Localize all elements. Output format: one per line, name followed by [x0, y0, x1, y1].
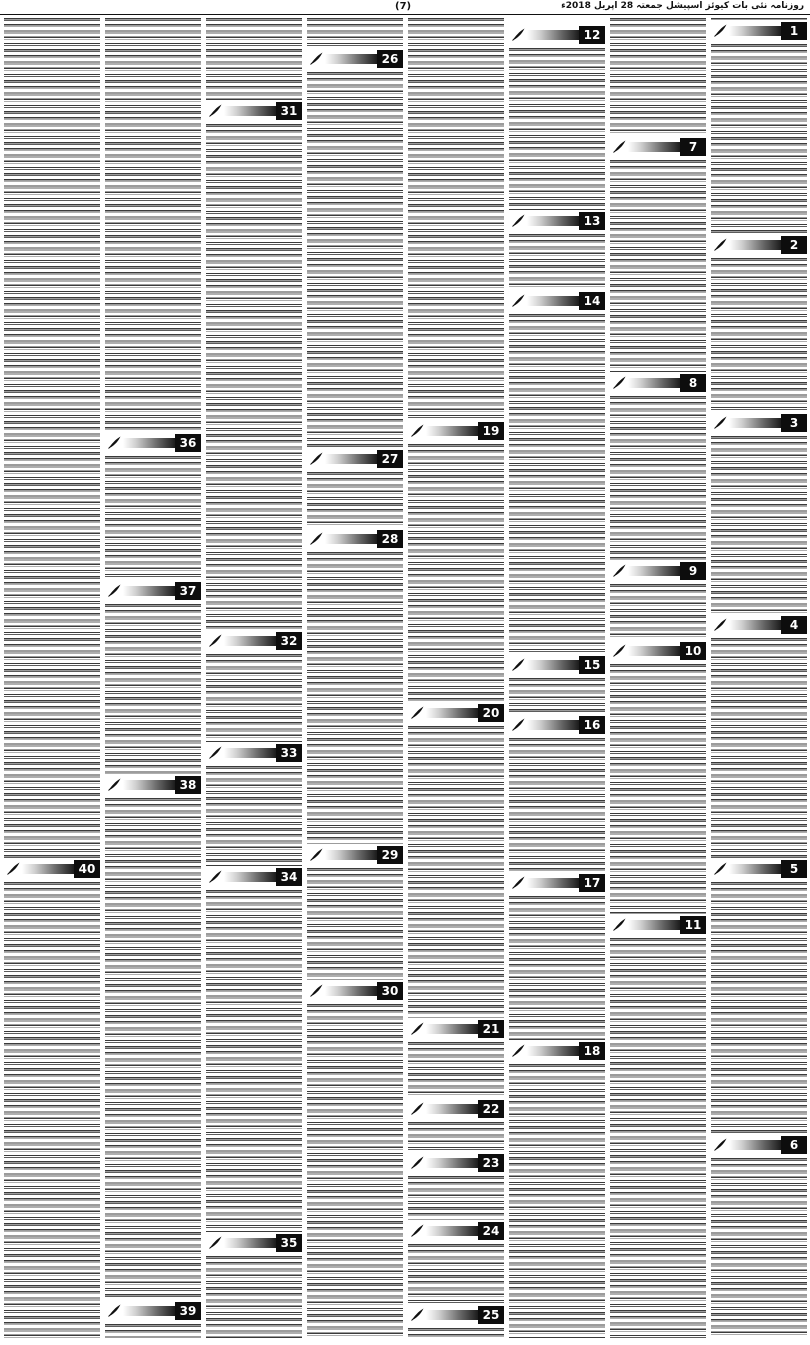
article-text	[206, 890, 302, 1232]
question-header	[408, 704, 504, 722]
column-4	[408, 18, 504, 1340]
question-number: 20	[478, 704, 504, 722]
gradient-bar	[426, 1024, 478, 1034]
question-number: 3	[781, 414, 807, 432]
question-header	[509, 1042, 605, 1060]
question-number: 17	[579, 874, 605, 892]
question-number: 10	[680, 642, 706, 660]
gradient-bar	[527, 30, 579, 40]
quill-pen-icon	[107, 777, 122, 792]
question-number: 30	[377, 982, 403, 1000]
gradient-bar	[426, 1310, 478, 1320]
question-number: 22	[478, 1100, 504, 1118]
column-1	[711, 18, 807, 1340]
question-header	[509, 212, 605, 230]
quill-pen-icon	[511, 875, 526, 890]
question-number: 7	[680, 138, 706, 156]
question-header	[105, 582, 201, 600]
question-header	[610, 374, 706, 392]
question-number: 40	[74, 860, 100, 878]
quill-pen-icon	[713, 617, 728, 632]
question-number: 37	[175, 582, 201, 600]
quill-pen-icon	[309, 531, 324, 546]
question-header	[206, 102, 302, 120]
article-text	[711, 882, 807, 1134]
question-number: 33	[276, 744, 302, 762]
gradient-bar	[729, 240, 781, 250]
article-text	[408, 1176, 504, 1220]
question-header	[408, 1020, 504, 1038]
page-number: (7)	[395, 1, 412, 12]
question-number: 6	[781, 1136, 807, 1154]
quill-pen-icon	[612, 375, 627, 390]
article-text	[509, 234, 605, 290]
quill-pen-icon	[410, 1021, 425, 1036]
question-number: 31	[276, 102, 302, 120]
gradient-bar	[729, 418, 781, 428]
question-number: 35	[276, 1234, 302, 1252]
column-5	[307, 18, 403, 1340]
question-number: 4	[781, 616, 807, 634]
article-text	[105, 1324, 201, 1338]
article-text	[206, 654, 302, 742]
question-number: 36	[175, 434, 201, 452]
gradient-bar	[527, 660, 579, 670]
question-header	[610, 138, 706, 156]
article-text	[711, 44, 807, 234]
quill-pen-icon	[309, 451, 324, 466]
question-header	[206, 1234, 302, 1252]
article-text	[408, 1122, 504, 1152]
article-text	[408, 1244, 504, 1304]
question-header	[307, 50, 403, 68]
gradient-bar	[426, 1104, 478, 1114]
article-text	[105, 18, 201, 432]
article-text	[307, 472, 403, 528]
question-header	[610, 642, 706, 660]
quill-pen-icon	[713, 23, 728, 38]
question-number: 23	[478, 1154, 504, 1172]
article-text	[408, 18, 504, 420]
question-header	[206, 744, 302, 762]
question-number: 15	[579, 656, 605, 674]
article-text	[509, 1064, 605, 1338]
quill-pen-icon	[511, 27, 526, 42]
article-text	[610, 160, 706, 372]
gradient-bar	[123, 1306, 175, 1316]
question-number: 1	[781, 22, 807, 40]
gradient-bar	[426, 426, 478, 436]
article-text	[610, 18, 706, 136]
quill-pen-icon	[309, 983, 324, 998]
article-text	[610, 938, 706, 1338]
article-text	[509, 896, 605, 1040]
quill-pen-icon	[410, 1223, 425, 1238]
question-header	[509, 656, 605, 674]
question-header	[509, 716, 605, 734]
article-text	[307, 868, 403, 980]
article-text	[307, 72, 403, 448]
gradient-bar	[527, 296, 579, 306]
article-text	[610, 664, 706, 914]
page-header	[0, 0, 810, 15]
article-text	[4, 882, 100, 1338]
question-header	[711, 1136, 807, 1154]
question-header	[509, 292, 605, 310]
gradient-bar	[729, 26, 781, 36]
question-number: 18	[579, 1042, 605, 1060]
quill-pen-icon	[410, 1307, 425, 1322]
quill-pen-icon	[208, 633, 223, 648]
article-text	[711, 436, 807, 614]
article-text	[105, 456, 201, 580]
gradient-bar	[22, 864, 74, 874]
gradient-bar	[527, 216, 579, 226]
quill-pen-icon	[612, 563, 627, 578]
question-header	[408, 1100, 504, 1118]
article-text	[509, 678, 605, 714]
gradient-bar	[123, 438, 175, 448]
question-header	[307, 450, 403, 468]
column-6	[206, 18, 302, 1340]
quill-pen-icon	[410, 1101, 425, 1116]
quill-pen-icon	[713, 415, 728, 430]
newspaper-title: روزنامہ نئی بات کیوئز اسپیشل جمعتہ 28 اپریل 2018ء	[561, 1, 804, 11]
question-number: 38	[175, 776, 201, 794]
gradient-bar	[224, 872, 276, 882]
question-header	[509, 874, 605, 892]
article-text	[4, 18, 100, 858]
column-8	[4, 18, 100, 1340]
article-text	[610, 584, 706, 640]
gradient-bar	[729, 1140, 781, 1150]
quill-pen-icon	[713, 237, 728, 252]
quill-pen-icon	[612, 917, 627, 932]
gradient-bar	[325, 986, 377, 996]
article-text	[307, 1004, 403, 1338]
question-header	[711, 22, 807, 40]
article-text	[610, 396, 706, 560]
question-number: 5	[781, 860, 807, 878]
question-header	[105, 434, 201, 452]
article-text	[408, 444, 504, 702]
article-text	[509, 738, 605, 872]
question-number: 2	[781, 236, 807, 254]
gradient-bar	[123, 780, 175, 790]
quill-pen-icon	[309, 51, 324, 66]
article-text	[307, 552, 403, 844]
quill-pen-icon	[208, 745, 223, 760]
quill-pen-icon	[410, 1155, 425, 1170]
question-number: 8	[680, 374, 706, 392]
quill-pen-icon	[612, 139, 627, 154]
gradient-bar	[729, 620, 781, 630]
question-number: 39	[175, 1302, 201, 1320]
question-header	[711, 236, 807, 254]
quill-pen-icon	[107, 435, 122, 450]
column-2	[610, 18, 706, 1340]
question-header	[307, 530, 403, 548]
gradient-bar	[325, 534, 377, 544]
question-header	[711, 616, 807, 634]
quill-pen-icon	[208, 869, 223, 884]
question-header	[509, 26, 605, 44]
article-text	[509, 48, 605, 210]
gradient-bar	[628, 646, 680, 656]
article-text	[206, 18, 302, 100]
question-header	[4, 860, 100, 878]
quill-pen-icon	[410, 423, 425, 438]
gradient-bar	[729, 864, 781, 874]
article-text	[509, 314, 605, 654]
question-number: 28	[377, 530, 403, 548]
question-number: 9	[680, 562, 706, 580]
gradient-bar	[224, 748, 276, 758]
question-header	[408, 422, 504, 440]
question-number: 12	[579, 26, 605, 44]
article-text	[105, 604, 201, 774]
question-number: 19	[478, 422, 504, 440]
quill-pen-icon	[511, 293, 526, 308]
question-number: 24	[478, 1222, 504, 1240]
question-number: 25	[478, 1306, 504, 1324]
quill-pen-icon	[713, 1137, 728, 1152]
quill-pen-icon	[309, 847, 324, 862]
gradient-bar	[426, 708, 478, 718]
question-number: 16	[579, 716, 605, 734]
question-header	[105, 776, 201, 794]
article-text	[408, 726, 504, 1018]
question-number: 26	[377, 50, 403, 68]
question-header	[711, 414, 807, 432]
gradient-bar	[325, 454, 377, 464]
column-3	[509, 18, 605, 1340]
quill-pen-icon	[208, 103, 223, 118]
quill-pen-icon	[713, 861, 728, 876]
gradient-bar	[224, 1238, 276, 1248]
question-number: 29	[377, 846, 403, 864]
question-number: 14	[579, 292, 605, 310]
quill-pen-icon	[6, 861, 21, 876]
question-header	[206, 868, 302, 886]
quill-pen-icon	[511, 717, 526, 732]
article-text	[206, 124, 302, 630]
quill-pen-icon	[107, 583, 122, 598]
question-header	[307, 982, 403, 1000]
gradient-bar	[628, 142, 680, 152]
gradient-bar	[527, 720, 579, 730]
gradient-bar	[224, 636, 276, 646]
quill-pen-icon	[208, 1235, 223, 1250]
question-header	[610, 562, 706, 580]
question-number: 21	[478, 1020, 504, 1038]
quill-pen-icon	[410, 705, 425, 720]
question-header	[408, 1222, 504, 1240]
gradient-bar	[628, 378, 680, 388]
article-text	[307, 18, 403, 48]
gradient-bar	[123, 586, 175, 596]
question-header	[307, 846, 403, 864]
article-text	[711, 638, 807, 858]
article-text	[711, 18, 807, 20]
article-text	[105, 798, 201, 1300]
article-text	[711, 258, 807, 412]
article-text	[408, 1328, 504, 1338]
gradient-bar	[628, 920, 680, 930]
question-header	[711, 860, 807, 878]
gradient-bar	[224, 106, 276, 116]
question-number: 27	[377, 450, 403, 468]
quill-pen-icon	[612, 643, 627, 658]
gradient-bar	[426, 1226, 478, 1236]
quill-pen-icon	[511, 657, 526, 672]
article-text	[206, 766, 302, 866]
question-number: 34	[276, 868, 302, 886]
gradient-bar	[325, 850, 377, 860]
gradient-bar	[325, 54, 377, 64]
question-number: 11	[680, 916, 706, 934]
question-header	[206, 632, 302, 650]
column-7	[105, 18, 201, 1340]
question-header	[408, 1154, 504, 1172]
gradient-bar	[527, 1046, 579, 1056]
question-header	[610, 916, 706, 934]
article-text	[408, 1042, 504, 1098]
question-number: 13	[579, 212, 605, 230]
gradient-bar	[527, 878, 579, 888]
gradient-bar	[426, 1158, 478, 1168]
question-number: 32	[276, 632, 302, 650]
question-header	[408, 1306, 504, 1324]
question-header	[105, 1302, 201, 1320]
article-text	[206, 1256, 302, 1338]
quill-pen-icon	[107, 1303, 122, 1318]
quill-pen-icon	[511, 1043, 526, 1058]
gradient-bar	[628, 566, 680, 576]
quill-pen-icon	[511, 213, 526, 228]
article-text	[711, 1158, 807, 1338]
